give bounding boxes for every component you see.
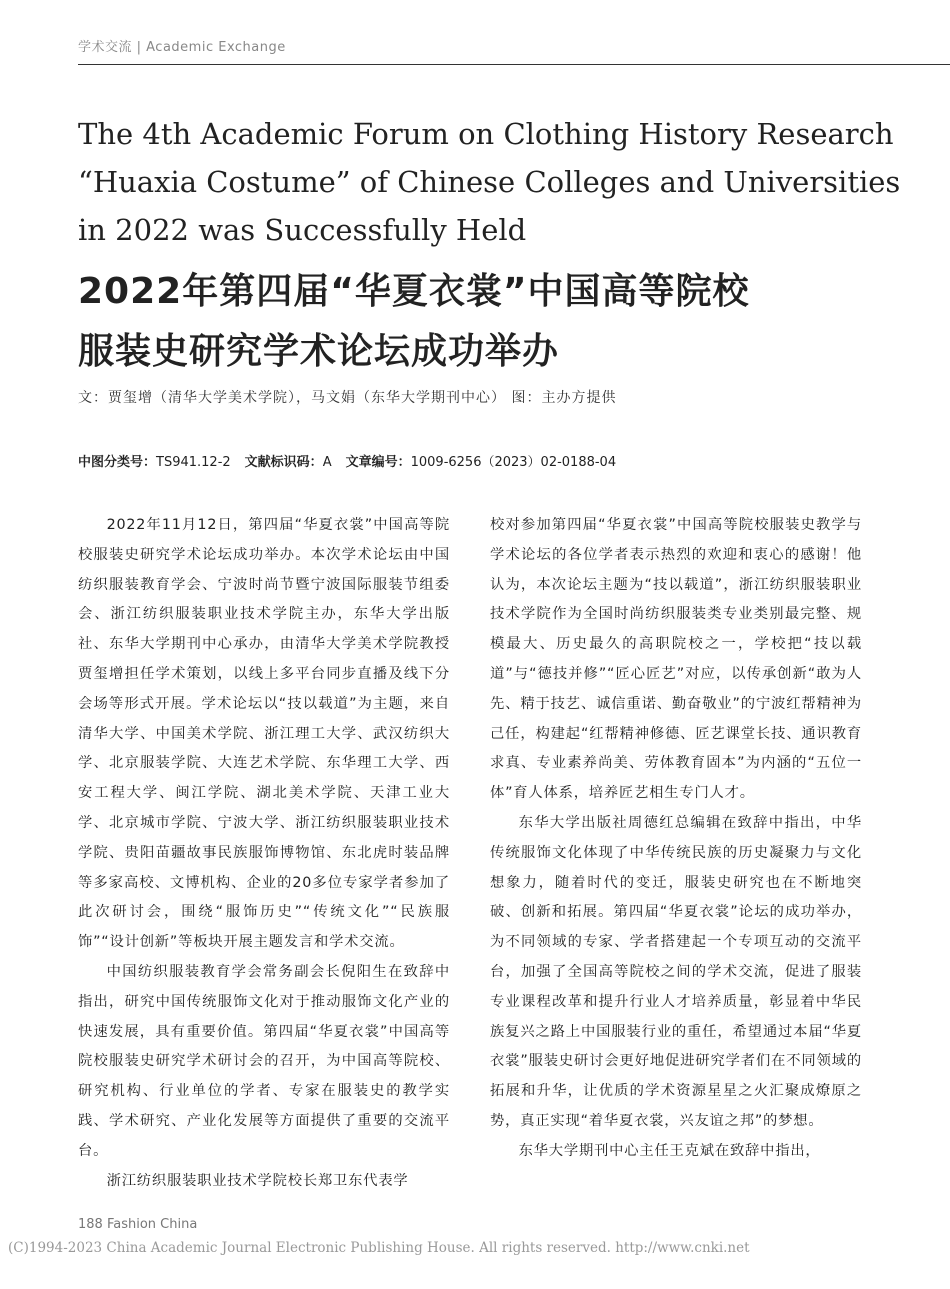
english-title-line: in 2022 was Successfully Held: [78, 213, 527, 247]
article-no-value: 1009-6256（2023）02-0188-04: [410, 455, 617, 470]
body-column-right: [490, 511, 862, 1167]
section-label: 学术交流 | Academic Exchange: [78, 40, 286, 55]
body-column-left: [78, 511, 450, 1196]
chinese-title: [78, 262, 878, 382]
english-title-line: “Huaxia Costume” of Chinese Colleges and Universities: [78, 165, 901, 199]
doc-code-label: 文献标识码：: [244, 455, 323, 470]
classification-line: [78, 451, 616, 470]
english-title-line: The 4th Academic Forum on Clothing History Research: [78, 117, 894, 151]
english-title: [78, 110, 901, 254]
chinese-title-line: 服装史研究学术论坛成功举办: [78, 331, 560, 372]
page-number-label: 188 Fashion China: [78, 1217, 198, 1232]
clc-value: TS941.12-2: [156, 455, 231, 470]
paragraph: 东华大学出版社周德红总编辑在致辞中指出，中华传统服饰文化体现了中华传统民族的历史凝聚力与文化想象力，随着时代的变迁，服装史研究也在不断地突破、创新和拓展。第四届“华夏衣裳”论坛的成功举办，为不同领域的专家、学者搭建起一个专项互动的交流平台，加强了全国高等院校之间的学术交流，促进了服装专业课程改革和提升行业人才培养质量，彰显着中华民族复兴之路上中国服装行业的重任，希望通过本届“华夏衣裳”服装史研讨会更好地促进研究学者们在不同领域的拓展和升华，让优质的学术资源星星之火汇聚成燎原之势，真正实现“着华夏衣裳，兴友谊之邦”的梦想。: [490, 814, 862, 1129]
paragraph: 浙江纺织服装职业技术学院校长郑卫东代表学: [106, 1172, 409, 1189]
clc-label: 中图分类号：: [78, 455, 157, 470]
copyright-notice: (C)1994-2023 China Academic Journal Electronic Publishing House. All rights reserved. http://www.cnki.net: [8, 1240, 750, 1256]
paragraph: 2022年11月12日，第四届“华夏衣裳”中国高等院校服装史研究学术论坛成功举办。本次学术论坛由中国纺织服装教育学会、宁波时尚节暨宁波国际服装节组委会、浙江纺织服装职业技术学院主办，东华大学出版社、东华大学期刊中心承办，由清华大学美术学院教授贾玺增担任学术策划，以线上多平台同步直播及线下分会场等形式开展。学术论坛以“技以载道”为主题，来自清华大学、中国美术学院、浙江理工大学、武汉纺织大学、北京服装学院、大连艺术学院、东华理工大学、西安工程大学、闽江学院、湖北美术学院、天津工业大学、北京城市学院、宁波大学、浙江纺织服装职业技术学院、贵阳苗疆故事民族服饰博物馆、东北虎时装品牌等多家高校、文博机构、企业的20多位专家学者参加了此次研讨会，围绕“服饰历史”“传统文化”“民族服饰”“设计创新”等板块开展主题发言和学术交流。: [78, 517, 450, 951]
article-no-label: 文章编号：: [345, 455, 411, 470]
byline: 文：贾玺增（清华大学美术学院），马文娟（东华大学期刊中心） 图：主办方提供: [78, 390, 617, 406]
doc-code-value: A: [322, 455, 332, 470]
paragraph: 中国纺织服装教育学会常务副会长倪阳生在致辞中指出，研究中国传统服饰文化对于推动服饰文化产业的快速发展，具有重要价值。第四届“华夏衣裳”中国高等院校服装史研究学术研讨会的召开，为中国高等院校、研究机构、行业单位的学者、专家在服装史的教学实践、学术研究、产业化发展等方面提供了重要的交流平台。: [78, 963, 450, 1159]
paragraph: 校对参加第四届“华夏衣裳”中国高等院校服装史教学与学术论坛的各位学者表示热烈的欢迎和衷心的感谢！他认为，本次论坛主题为“技以载道”，浙江纺织服装职业技术学院作为全国时尚纺织服装类专业类别最完整、规模最大、历史最久的高职院校之一，学校把“技以载道”与“德技并修”“匠心匠艺”对应，以传承创新“敢为人先、精于技艺、诚信重诺、勤奋敬业”的宁波红帮精神为己任，构建起“红帮精神修德、匠艺课堂长技、通识教育求真、专业素养尚美、劳体教育固本”为内涵的“五位一体”育人体系，培养匠艺相生专门人才。: [490, 517, 862, 802]
chinese-title-line: 2022年第四届“华夏衣裳”中国高等院校: [78, 271, 750, 312]
paragraph: 东华大学期刊中心主任王克斌在致辞中指出，: [518, 1142, 821, 1159]
header-rule: [78, 64, 950, 65]
